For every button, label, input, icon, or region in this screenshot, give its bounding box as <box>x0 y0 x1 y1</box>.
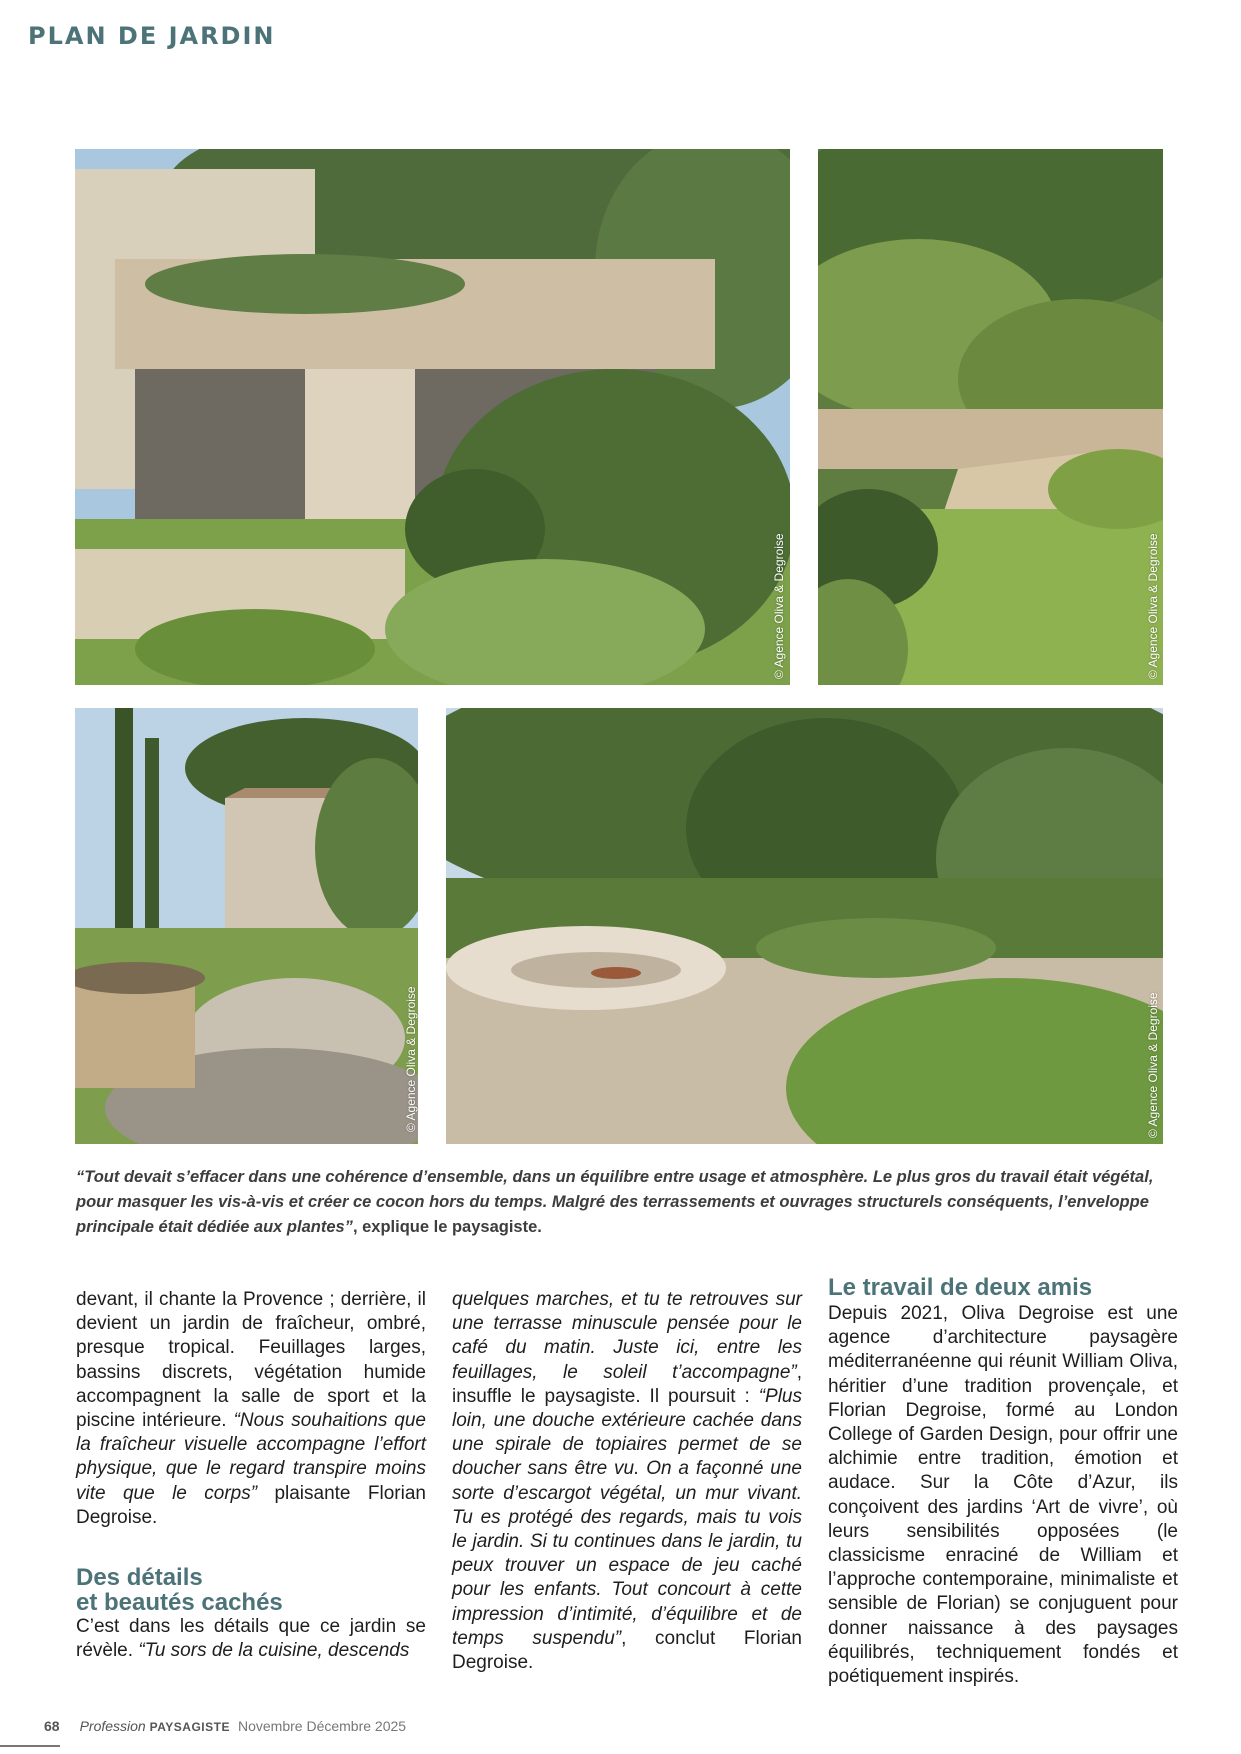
quote-run: “Nous souhaitions que la fraîcheur visuelle accompagne l’effort physique, que le regard transpire moins vite que le corps” <box>76 1410 426 1504</box>
photo-caption <box>76 1165 1166 1240</box>
photo-garden-steps <box>818 149 1163 685</box>
paragraph: Depuis 2021, Oliva Degroise est une agence d’architecture paysagère méditerranéenne qui réunit William Oliva, héritier d’une tradition provençale, et Florian Degroise, formé au London College of Garden Design, pour offrir une alchimie entre tradition, émotion et audace. Sur la Côte d’Azur, ils conçoivent des jardins ‘Art de vivre’, où leurs sensibilités opposées (le classicisme enraciné de William et l’approche contemporaine, minimaliste et sensible de Florian) se conjuguent pour donner naissance à des paysages équilibrés, techniquement fondés et poétiquement inspirés. <box>828 1303 1178 1688</box>
photo-credit: © Agence Oliva & Degroise <box>404 986 418 1132</box>
footer-rule <box>0 1745 60 1747</box>
photo-credit: © Agence Oliva & Degroise <box>772 533 786 679</box>
paragraph <box>452 1288 802 1675</box>
text-run: , conclut Florian Degroise. <box>452 1627 802 1674</box>
magazine-name-bold: PAYSAGISTE <box>149 1720 230 1734</box>
caption-quote: “Tout devait s’effacer dans une cohérence d’ensemble, dans un équilibre entre usage et atmosphère. Le plus gros du travail était végétal, pour masquer les vis-à-vis et créer ce cocon hors du temps. Malgré des terrassements et ouvrages structurels conséquents, l’enveloppe principale était dédiée aux plantes” <box>76 1168 1154 1236</box>
quote-run: “Plus loin, une douche extérieure cachée dans une spirale de topiaires permet de se doucher sans être vu. On a façonné une sorte d’escargot végétal, un mur vivant. Tu es protégé des regards, mais tu vois le jardin. Si tu continues dans le jardin, tu peux trouver un espace de jeu caché pour les enfants. Tout concourt à cette impression d’intimité, d’équilibre et de temps suspendu” <box>452 1385 802 1649</box>
photo-well-house <box>75 708 418 1144</box>
text-run: plaisante Florian Degroise. <box>76 1482 426 1528</box>
article-column-3 <box>828 1275 1178 1689</box>
photo-firepit-gravel <box>446 708 1163 1144</box>
section-label: PLAN DE JARDIN <box>28 22 276 50</box>
heading-line: Des détails <box>76 1564 203 1592</box>
text-run: devant, il chante la Provence ; derrière, il devient un jardin de fraîcheur, ombré, presque tropical. Feuillages larges, bassins discrets, végétation humide accompagnent la salle de sport et la piscine intérieure. <box>76 1289 426 1432</box>
photo-credit: © Agence Oliva & Degroise <box>1146 992 1160 1138</box>
text-run: C’est dans les détails que ce jardin se révèle. <box>76 1616 426 1662</box>
article-column-2 <box>452 1288 802 1675</box>
photo-villa-terrace <box>75 149 790 685</box>
magazine-name: Profession <box>79 1718 146 1734</box>
quote-run: “Tu sors de la cuisine, descends <box>138 1640 410 1662</box>
paragraph <box>76 1615 426 1663</box>
photo-credit: © Agence Oliva & Degroise <box>1146 533 1160 679</box>
heading-line: et beautés cachés <box>76 1589 283 1617</box>
text-run: , insuffle le paysagiste. Il poursuit : <box>452 1361 802 1407</box>
article-column-1 <box>76 1288 426 1663</box>
page-number: 68 <box>44 1718 60 1734</box>
caption-attribution: , explique le paysagiste. <box>352 1218 542 1236</box>
paragraph <box>76 1288 426 1530</box>
subheading-two-friends: Le travail de deux amis <box>828 1274 1093 1301</box>
issue-date: Novembre Décembre 2025 <box>237 1718 407 1734</box>
quote-run: quelques marches, et tu te retrouves sur une terrasse minuscule pensée pour le café du matin. Juste ici, entre les feuillages, le soleil t’accompagne” <box>452 1289 802 1383</box>
page-footer <box>44 1718 406 1734</box>
subheading-details <box>76 1565 426 1615</box>
